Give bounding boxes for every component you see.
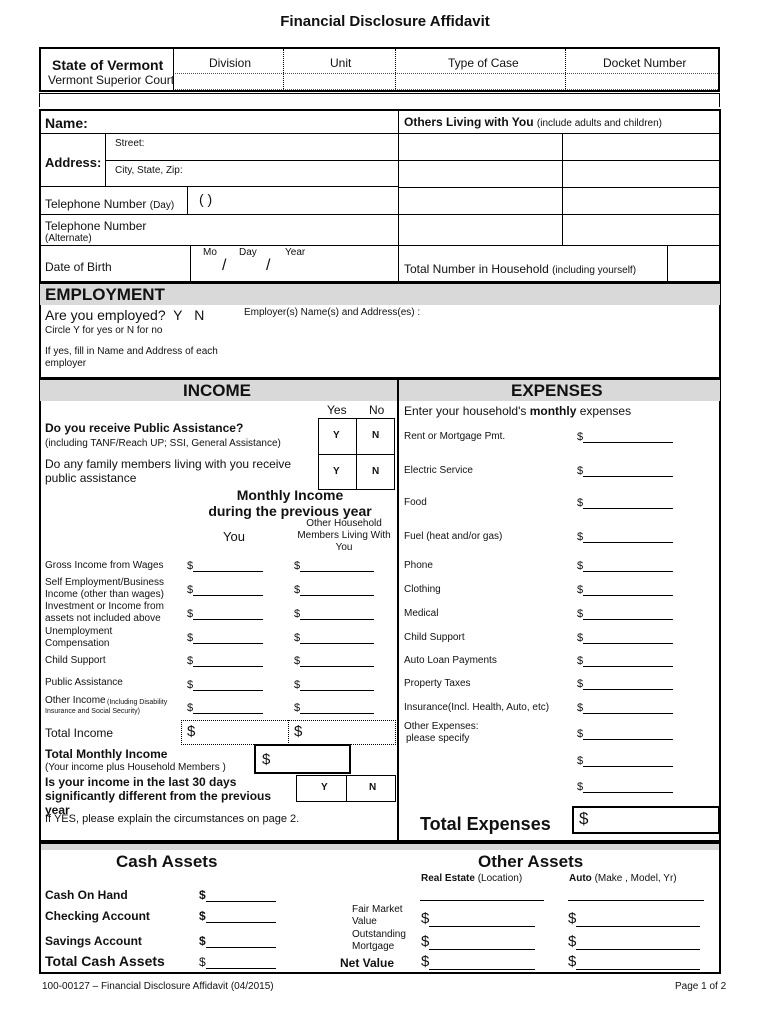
expense-label-electric: Electric Service (404, 465, 473, 476)
employed-question: Are you employed? Y N (45, 307, 205, 323)
real-estate-fair-market[interactable]: $ (421, 910, 535, 927)
expense-label-medical: Medical (404, 608, 439, 619)
cash-field-total[interactable]: $ (199, 955, 276, 969)
income-you-wages[interactable]: $ (187, 560, 263, 572)
street-label: Street: (115, 138, 145, 149)
docket-number-label: Docket Number (603, 56, 687, 70)
expense-field-other-3[interactable]: $ (577, 781, 673, 793)
assist-no[interactable]: N (372, 430, 380, 441)
expense-label-property-taxes: Property Taxes (404, 678, 471, 689)
dob-day: Day (239, 247, 257, 258)
dob-mo: Mo (203, 247, 217, 258)
total-household-label: Total Number in Household (including yourself) (404, 262, 637, 276)
col-other: Other Household Members Living With You (297, 518, 391, 553)
other-income-note: (Including Disability Insurance and Social Security) (45, 699, 168, 715)
fair-market-label: Fair Market Value (352, 904, 403, 927)
income-you-unemployment[interactable]: $ (187, 632, 263, 644)
expense-other-note: please specify (406, 733, 470, 744)
cash-label-hand: Cash On Hand (45, 888, 128, 902)
income-you-other[interactable]: $ (187, 702, 263, 714)
income-label-child-support: Child Support (45, 655, 106, 666)
monthly-heading-1: Monthly Income (236, 487, 344, 503)
address-label: Address: (45, 155, 102, 170)
income-label-self: Self Employment/Business Income (other than wages) (45, 577, 164, 600)
expense-field-other-1[interactable]: $ (577, 728, 673, 740)
assist-question: Do you receive Public Assistance? (45, 421, 244, 435)
type-of-case-label: Type of Case (448, 56, 519, 70)
expense-field-insurance[interactable]: $ (577, 702, 673, 714)
expense-label-clothing: Clothing (404, 584, 441, 595)
explain-note: If YES, please explain the circumstances on page 2. (45, 813, 300, 825)
division-label: Division (209, 56, 252, 70)
income-other-wages[interactable]: $ (294, 560, 374, 572)
tel-alt-note: (Alternate) (45, 233, 92, 244)
yes-header: Yes (327, 403, 347, 417)
total-income-you[interactable]: $ (187, 723, 196, 740)
family-yes[interactable]: Y (333, 466, 340, 477)
tel-alt-label: Telephone Number (45, 219, 147, 233)
expense-label-phone: Phone (404, 560, 433, 571)
total-expenses-field[interactable]: $ (579, 809, 589, 828)
cash-field-hand[interactable]: $ (199, 888, 276, 902)
expense-label-other: Other Expenses: (404, 721, 479, 732)
col-you: You (223, 529, 245, 544)
income-you-investment[interactable]: $ (187, 608, 263, 620)
expense-field-medical[interactable]: $ (577, 608, 673, 620)
expense-field-other-2[interactable]: $ (577, 755, 673, 767)
expense-label-child-support: Child Support (404, 632, 465, 643)
employed-no[interactable]: N (194, 307, 205, 323)
cash-total-label: Total Cash Assets (45, 953, 165, 969)
total-income-label: Total Income (45, 726, 114, 740)
auto-outstanding[interactable]: $ (568, 933, 700, 950)
page-title: Financial Disclosure Affidavit (280, 13, 490, 30)
income-you-public-assistance[interactable]: $ (187, 679, 263, 691)
total-monthly-label: Total Monthly Income (45, 747, 168, 761)
income-you-child-support[interactable]: $ (187, 655, 263, 667)
income-other-self[interactable]: $ (294, 584, 374, 596)
expense-field-fuel[interactable]: $ (577, 531, 673, 543)
employed-yes[interactable]: Y (173, 307, 183, 323)
other-assets-heading: Other Assets (478, 852, 584, 871)
cash-field-checking[interactable]: $ (199, 909, 276, 923)
dob-slash-2: / (266, 257, 271, 274)
expense-label-food: Food (404, 497, 427, 508)
family-question: Do any family members living with you receive public assistance (45, 457, 292, 485)
family-no[interactable]: N (372, 466, 380, 477)
name-label: Name: (45, 115, 88, 131)
dob-label: Date of Birth (45, 260, 112, 274)
expense-field-auto-loan[interactable]: $ (577, 655, 673, 667)
expense-field-electric[interactable]: $ (577, 465, 673, 477)
income-label-wages: Gross Income from Wages (45, 560, 164, 571)
last30-no[interactable]: N (369, 782, 377, 793)
state-label: State of Vermont (52, 57, 164, 73)
income-you-self[interactable]: $ (187, 584, 263, 596)
employer-label: Employer(s) Name(s) and Address(es) : (244, 307, 421, 318)
total-income-other[interactable]: $ (294, 723, 303, 740)
cash-assets-heading: Cash Assets (116, 852, 218, 871)
auto-header: Auto (Make , Model, Yr) (569, 873, 677, 884)
expense-label-auto-loan: Auto Loan Payments (404, 655, 497, 666)
income-label-other: Other Income (45, 695, 106, 706)
income-label-investment: Investment or Income from assets not included above (45, 601, 164, 624)
court-label: Vermont Superior Court (48, 73, 175, 87)
cash-field-savings[interactable]: $ (199, 934, 276, 948)
last30-yes[interactable]: Y (321, 782, 328, 793)
income-other-unemployment[interactable]: $ (294, 632, 374, 644)
circle-note: Circle Y for yes or N for no (45, 325, 163, 336)
fill-note: If yes, fill in Name and Address of each employer (45, 346, 218, 369)
assist-yes[interactable]: Y (333, 430, 340, 441)
income-other-investment[interactable]: $ (294, 608, 374, 620)
city-label: City, State, Zip: (115, 165, 183, 176)
outstanding-label: Outstanding Mortgage (352, 929, 406, 952)
income-other-child-support[interactable]: $ (294, 655, 374, 667)
cash-label-savings: Savings Account (45, 934, 142, 948)
personal-section (39, 109, 721, 283)
real-estate-header: Real Estate (Location) (421, 873, 523, 884)
expense-field-clothing[interactable]: $ (577, 584, 673, 596)
expenses-intro: Enter your household's monthly expenses (404, 404, 632, 418)
tel-day-field[interactable]: ( ) (199, 191, 213, 207)
expense-field-child-support[interactable]: $ (577, 632, 673, 644)
net-value-label: Net Value (340, 956, 395, 970)
expense-field-phone[interactable]: $ (577, 560, 673, 572)
cash-label-checking: Checking Account (45, 909, 150, 923)
real-estate-net-value[interactable]: $ (421, 953, 535, 970)
income-other-other[interactable]: $ (294, 702, 374, 714)
expense-field-rent[interactable]: $ (577, 431, 673, 443)
unit-label: Unit (330, 56, 352, 70)
auto-net-value[interactable]: $ (568, 953, 700, 970)
employment-heading: EMPLOYMENT (45, 285, 165, 304)
auto-fair-market[interactable]: $ (568, 910, 700, 927)
assist-note: (including TANF/Reach UP; SSI, General Assistance) (45, 438, 281, 449)
form-id: 100-00127 – Financial Disclosure Affidavit (04/2015) (42, 981, 274, 992)
total-monthly-field[interactable]: $ (262, 751, 271, 768)
no-header: No (369, 403, 385, 417)
expenses-heading: EXPENSES (511, 381, 603, 400)
total-monthly-note: (Your income plus Household Members ) (45, 762, 226, 773)
dob-year: Year (285, 247, 306, 258)
income-label-unemployment: Unemployment Compensation (45, 626, 113, 649)
expense-label-insurance: Insurance(Incl. Health, Auto, etc) (404, 702, 550, 713)
real-estate-outstanding[interactable]: $ (421, 933, 535, 950)
page-number: Page 1 of 2 (675, 981, 727, 992)
income-heading: INCOME (183, 381, 251, 400)
tel-day-label: Telephone Number (Day) (45, 197, 175, 211)
income-label-public-assistance: Public Assistance (45, 677, 123, 688)
total-expenses-label: Total Expenses (420, 814, 551, 834)
expense-label-rent: Rent or Mortgage Pmt. (404, 431, 506, 442)
expense-field-food[interactable]: $ (577, 497, 673, 509)
last30-question: Is your income in the last 30 days significantly different from the previous year (45, 775, 272, 817)
income-other-public-assistance[interactable]: $ (294, 679, 374, 691)
expense-label-fuel: Fuel (heat and/or gas) (404, 531, 503, 542)
others-living-label: Others Living with You (include adults and children) (404, 115, 662, 129)
dob-slash-1: / (222, 257, 227, 274)
monthly-heading-2: during the previous year (208, 503, 372, 519)
expense-field-property-taxes[interactable]: $ (577, 678, 673, 690)
